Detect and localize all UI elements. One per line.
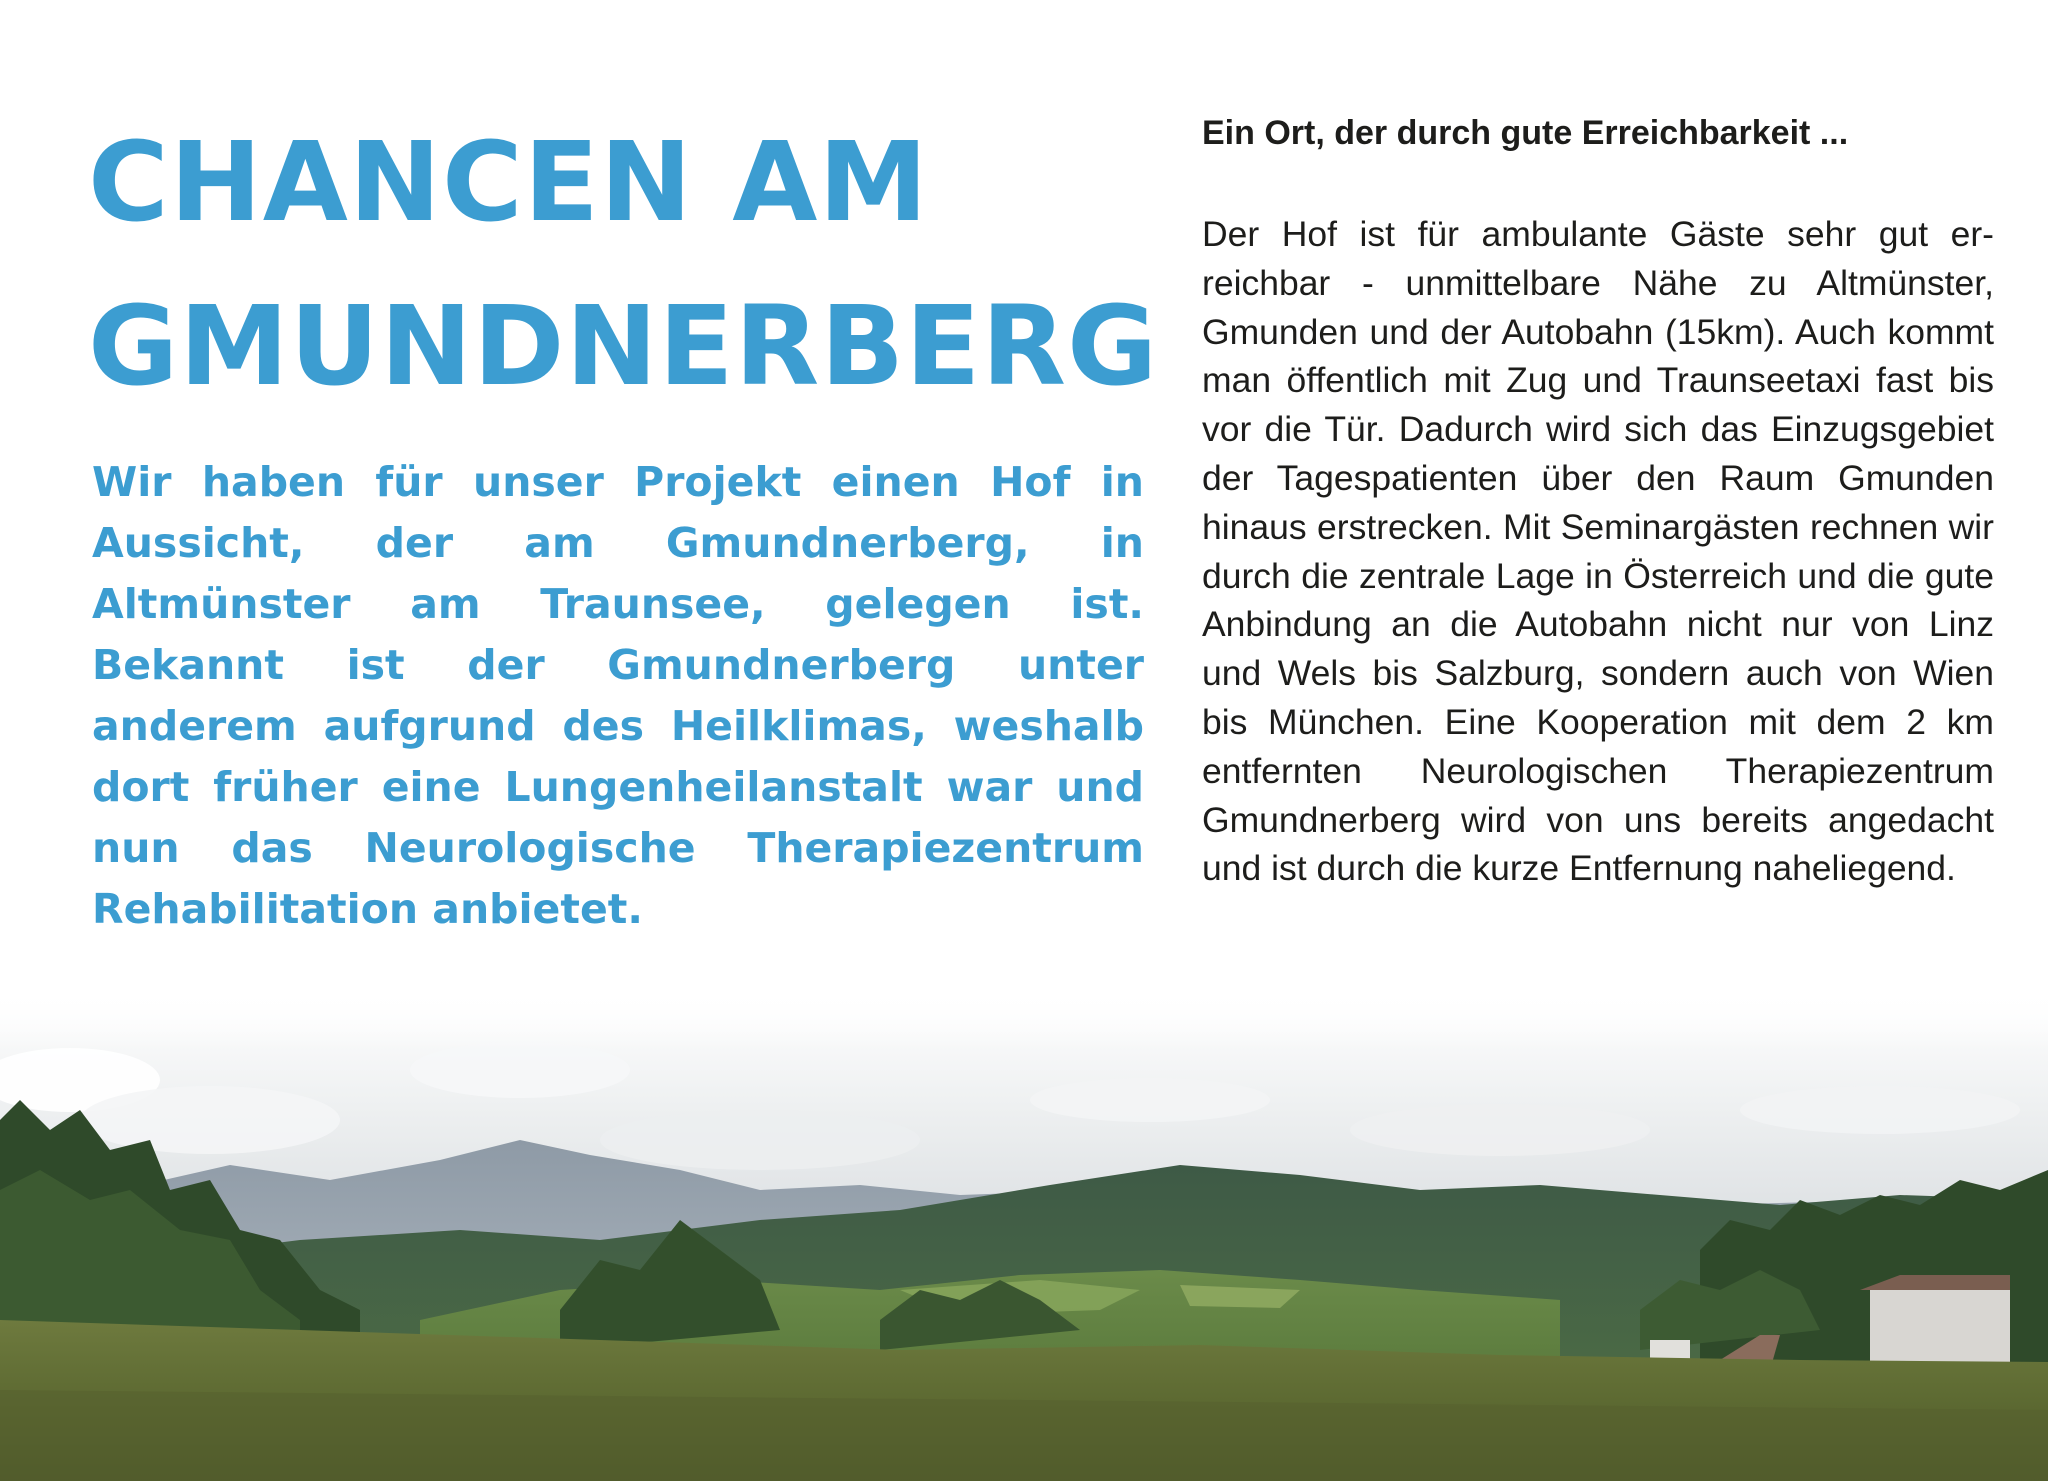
body-paragraph: Der Hof ist für ambulante Gäste sehr gut erreichbar - unmittelbare Nähe zu Altmünster, Gmunden und der Autobahn (15km). Auch kommt man öffentlich mit Zug und Traunseetaxi fast bis vor die Tür. Dadurch wird sich das Einzugsgebiet der Tagespatienten über den Raum Gmunden hinaus erstrecken. Mit Seminargästen rechnen wir durch die zentrale Lage in Österreich und die gute Anbindung an die Autobahn nicht nur von Linz und Wels bis Salzburg, sondern auch von Wien bis München. Eine Kooperation mit dem 2 km entfernten Neurologischen Therapiezentrum Gmundnerberg wird von uns bereits angedacht und ist durch die kurze Entfernung naheliegend. xyxy=(1202,214,1994,889)
landscape-photo xyxy=(0,990,2048,1481)
page-title-line-1: CHANCEN AM xyxy=(88,118,929,246)
lead-paragraph: Wir haben für unser Projekt einen Hof in Aussicht, der am Gmundnerberg, in Altmünster am Traunsee, gelegen ist. Bekannt ist der Gmundnerberg unter anderem aufgrund des Heilklimas, weshalb dort früher eine Lungenheilanstalt war und nun das Neurologische Therapiezentrum Rehabilitation anbietet. xyxy=(92,458,1144,933)
landscape-illustration xyxy=(0,990,2048,1481)
section-heading: Ein Ort, der durch gute Erreichbarkeit ... xyxy=(1202,114,1849,152)
page-title-line-2: GMUNDNERBERG xyxy=(88,282,1159,410)
page-title xyxy=(88,100,1168,428)
